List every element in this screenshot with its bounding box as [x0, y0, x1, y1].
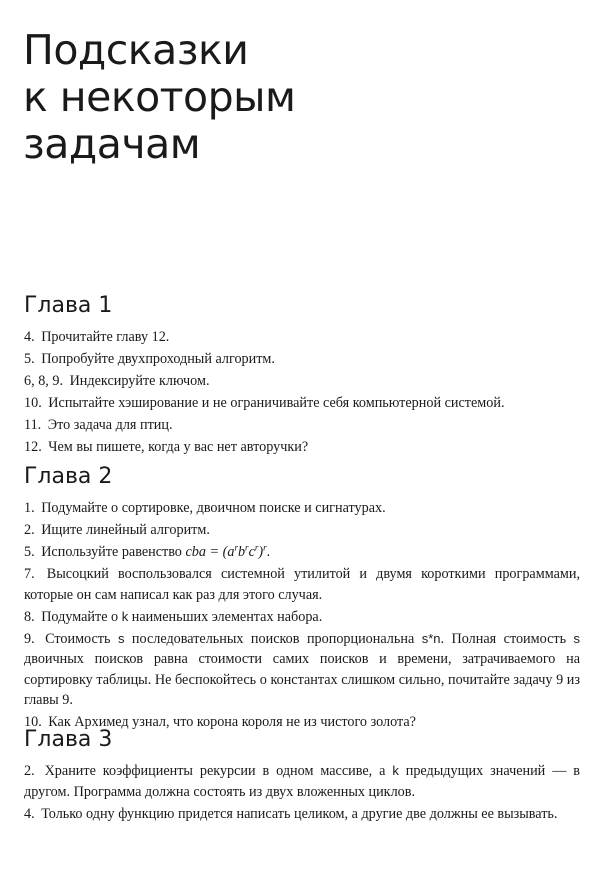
- chapter-3: [24, 727, 580, 826]
- formula-part: c: [248, 544, 255, 560]
- page-title-line-2: к некоторым: [23, 73, 296, 121]
- hint-text: Подумайте о сортировке, двоичном поиске и сигнатурах.: [41, 500, 386, 516]
- hint-2-9: [24, 629, 580, 711]
- hint-text: Стоимость: [45, 630, 111, 647]
- hint-text: Используйте равенство: [41, 544, 182, 560]
- page-title-line-1: Подсказки: [23, 26, 249, 74]
- hint-text: Подумайте о: [41, 608, 119, 625]
- page-title-line-3: задачам: [23, 120, 201, 168]
- hint-number: 10.: [24, 714, 42, 730]
- var-s: s: [573, 630, 581, 646]
- hint-number: 1.: [24, 500, 35, 516]
- hint-2-1: [24, 498, 580, 519]
- hint-3-4: [24, 804, 580, 825]
- hint-number: 4.: [24, 805, 35, 822]
- hint-number: 2.: [24, 522, 35, 538]
- var-sn: s*n: [421, 630, 441, 646]
- hint-text: предыдущих значений — в другом. Программа должна состоять из двух вложенных циклов.: [24, 763, 580, 800]
- hint-text: последовательных поисков пропорциональна: [131, 630, 415, 647]
- hint-1-12: [24, 437, 580, 458]
- hint-text: Высоцкий воспользовался системной утилитой и двумя короткими программами, которые он сам написал как раз для этого случая.: [24, 566, 581, 603]
- hint-number: 5.: [24, 544, 35, 560]
- hint-number: 6, 8, 9.: [24, 373, 64, 389]
- hint-2-7: [24, 564, 580, 605]
- hint-2-8: [24, 607, 580, 628]
- hint-text: Ищите линейный алгоритм.: [41, 522, 210, 538]
- var-s: s: [117, 630, 125, 646]
- formula-sup: r: [245, 542, 249, 553]
- hint-1-6-8-9: [24, 371, 580, 392]
- hint-text: Как Архимед узнал, что корона короля не из чистого золота?: [48, 714, 416, 730]
- var-k: k: [121, 608, 129, 624]
- formula-end: .: [266, 544, 271, 560]
- hint-number: 4.: [24, 329, 35, 345]
- formula-sup: r: [234, 542, 238, 553]
- var-k: k: [392, 763, 399, 778]
- hint-number: 11.: [24, 417, 42, 433]
- formula-part: ): [258, 544, 264, 560]
- hint-text: Прочитайте главу 12.: [41, 329, 170, 345]
- hint-1-4: [24, 327, 580, 348]
- chapter-2-heading: Глава 2: [24, 464, 113, 489]
- chapter-1: [24, 293, 580, 459]
- hint-2-2: [24, 520, 580, 541]
- hint-number: 9.: [24, 630, 35, 647]
- hint-1-10: [24, 393, 580, 414]
- hint-text: наименьших элементах набора.: [131, 608, 323, 625]
- formula-sup: r: [263, 542, 267, 553]
- hint-1-5: [24, 349, 580, 370]
- hint-text: Только одну функцию придется написать целиком, а другие две должны ее вызывать.: [41, 805, 558, 822]
- formula-sup: r: [254, 542, 259, 553]
- formula: [185, 544, 266, 560]
- hint-number: 2.: [24, 763, 35, 779]
- hint-text: Попробуйте двухпроходный алгоритм.: [41, 351, 275, 367]
- hint-text: Храните коэффициенты рекурсии в одном массиве, а: [44, 763, 386, 779]
- hint-number: 5.: [24, 351, 35, 367]
- hint-text: Индексируйте ключом.: [69, 373, 210, 389]
- chapter-1-heading: Глава 1: [24, 293, 113, 318]
- hint-text: двоичных поисков равна стоимости самих поисков и времени, затрачиваемого на сортировку таблицы. Не беспокойтесь о константах слишком сильно, почитайте задачу 9 из главы 9.: [24, 651, 580, 708]
- formula-part: b: [237, 544, 246, 560]
- page-title: [23, 27, 295, 168]
- hint-number: 7.: [24, 566, 35, 582]
- chapter-3-heading: Глава 3: [24, 727, 113, 752]
- hint-text: Испытайте хэширование и не ограничивайте себя компьютерной системой.: [48, 395, 505, 411]
- hint-3-2: [24, 761, 580, 802]
- chapter-2: [24, 464, 580, 734]
- hint-2-5: [24, 542, 580, 563]
- formula-part: cba = (a: [185, 544, 235, 560]
- hint-number: 12.: [24, 439, 42, 455]
- hint-text: Это задача для птиц.: [47, 417, 173, 433]
- hint-text: Чем вы пишете, когда у вас нет авторучки?: [48, 439, 309, 455]
- hint-text: . Полная стоимость: [440, 630, 567, 647]
- hint-1-11: [24, 415, 580, 436]
- hint-number: 8.: [24, 608, 35, 625]
- hint-number: 10.: [24, 395, 42, 411]
